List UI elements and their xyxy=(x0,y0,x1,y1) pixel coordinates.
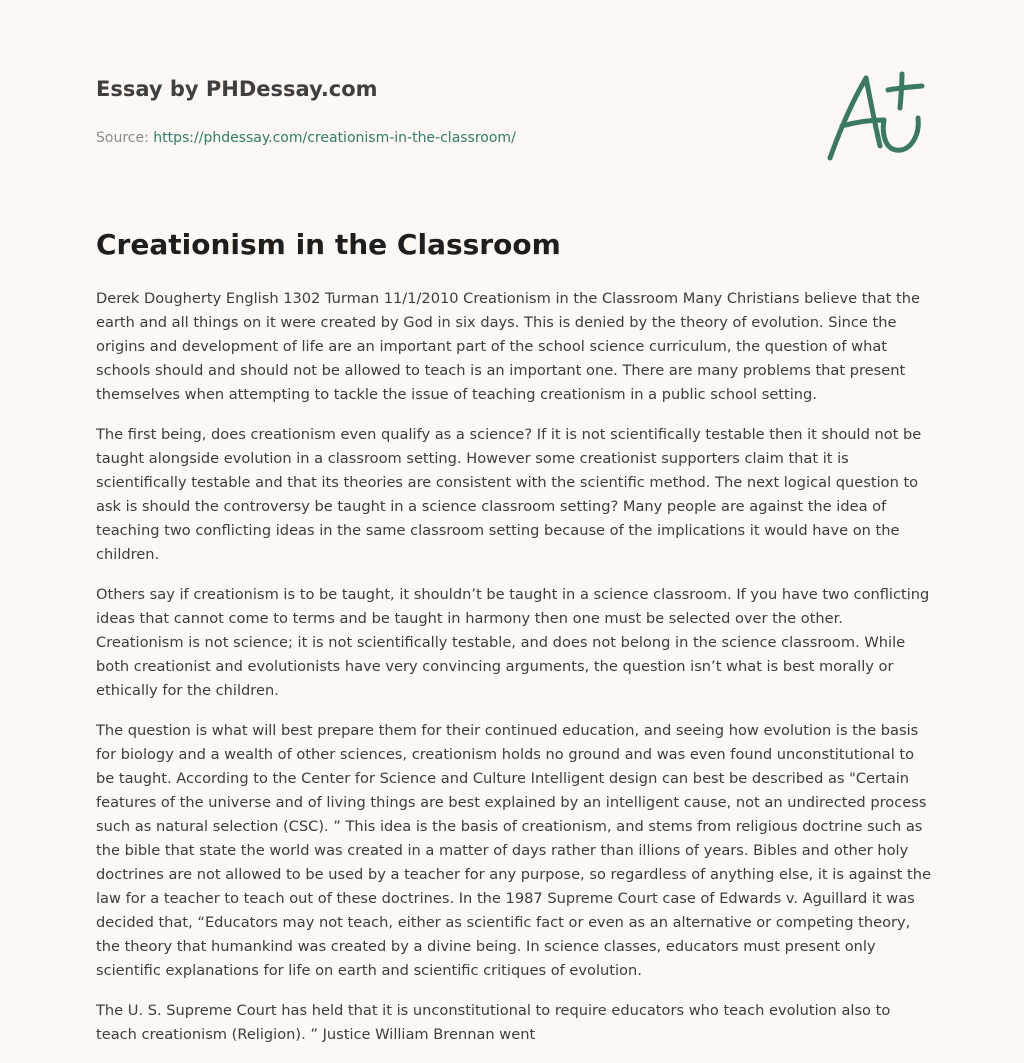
site-title: Essay by PHDessay.com xyxy=(96,77,378,101)
essay-paragraph-5: The U. S. Supreme Court has held that it is unconstitutional to require educators who teach evolution also to teach creationism (Religion). ” Justice William Brennan went xyxy=(96,1002,891,1043)
source-label: Source: xyxy=(96,130,154,146)
essay-article xyxy=(96,225,932,1063)
source-link[interactable]: https://phdessay.com/creationism-in-the-classroom/ xyxy=(153,130,516,146)
source-line xyxy=(96,128,716,148)
page-header xyxy=(96,74,716,148)
essay-paragraph-2: The first being, does creationism even qualify as a science? If it is not scientifically testable then it should not be taught alongside evolution in a classroom setting. However some creationist supporters claim that it is scientifically testable and that its theories are consistent with the scientific method. The next logical question to ask is should the controversy be taught in a science classroom setting? Many people are against the idea of teaching two conflicting ideas in the same classroom setting because of the implications it would have on the children. xyxy=(96,426,922,563)
essay-paragraph-3: Others say if creationism is to be taught, it shouldn’t be taught in a science classroom. If you have two conflicting ideas that cannot come to terms and be taught in harmony then one must be selected over the other. Creationism is not science; it is not scientifically testable, and does not belong in the science classroom. While both creationist and evolutionists have very convincing arguments, the question isn’t what is best morally or ethically for the children. xyxy=(96,586,930,699)
a-plus-logo-icon xyxy=(822,68,928,164)
essay-paragraph-4: The question is what will best prepare them for their continued education, and seeing how evolution is the basis for biology and a wealth of other sciences, creationism holds no ground and was even found unconstitutional to be taught. According to the Center for Science and Culture Intelligent design can best be described as "Certain features of the universe and of living things are best explained by an intelligent cause, not an undirected process such as natural selection (CSC). ” This idea is the basis of creationism, and stems from religious doctrine such as the bible that state the world was created in a matter of days rather than illions of years. Bibles and other holy doctrines are not allowed to be used by a teacher for any purpose, so regardless of anything else, it is against the law for a teacher to teach out of these doctrines. In the 1987 Supreme Court case of Edwards v. Aguillard it was decided that, “Educators may not teach, either as scientific fact or even as an alternative or competing theory, the theory that humankind was created by a divine being. In science classes, educators must present only scientific explanations for life on earth and scientific critiques of evolution. xyxy=(96,722,931,979)
a-plus-logo xyxy=(822,68,928,164)
essay-title: Creationism in the Classroom xyxy=(96,228,561,261)
essay-paragraph-1: Derek Dougherty English 1302 Turman 11/1/2010 Creationism in the Classroom Many Christians believe that the earth and all things on it were created by God in six days. This is denied by the theory of evolution. Since the origins and development of life are an important part of the school science curriculum, the question of what schools should and should not be allowed to teach is an important one. There are many problems that present themselves when attempting to tackle the issue of teaching creationism in a public school setting. xyxy=(96,290,920,403)
